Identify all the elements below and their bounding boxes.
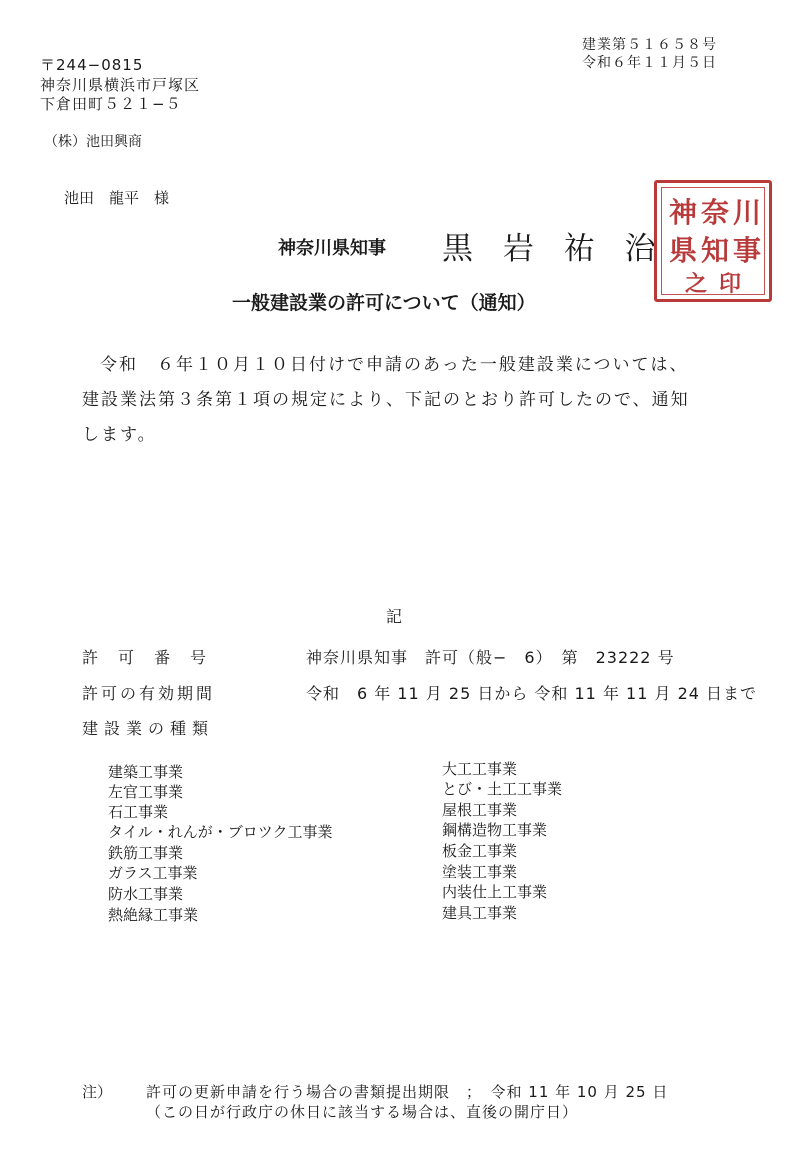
document-number: 建業第５１６５８号 bbox=[582, 37, 717, 53]
trade-item: 屋根工事業 bbox=[442, 801, 518, 819]
address-line-1: 神奈川県横浜市戸塚区 bbox=[40, 76, 201, 94]
address-line-2: 下倉田町５２１−５ bbox=[40, 95, 182, 113]
document-subject: 一般建設業の許可について（通知） bbox=[232, 292, 536, 314]
body-line-1: 令和 ６年１０月１０日付けで申請のあった一般建設業については、 bbox=[100, 355, 689, 375]
issuer-title: 神奈川県知事 bbox=[278, 238, 386, 259]
note-line-1: 許可の更新申請を行う場合の書類提出期限 ； 令和 11 年 10 月 25 日 bbox=[146, 1083, 669, 1101]
note-prefix: 注） bbox=[82, 1083, 113, 1101]
seal-char-4: 県 bbox=[669, 234, 698, 267]
validity-period-label: 許可の有効期間 bbox=[82, 684, 216, 703]
seal-char-3: 川 bbox=[733, 196, 762, 229]
seal-char-8: 印 bbox=[719, 271, 742, 297]
trade-item: 板金工事業 bbox=[442, 842, 518, 860]
trade-item: 鋼構造物工事業 bbox=[442, 821, 548, 839]
recipient-company: （株）池田興商 bbox=[44, 134, 142, 150]
trade-item: 建築工事業 bbox=[108, 763, 184, 781]
official-seal bbox=[654, 180, 772, 302]
seal-char-1: 神 bbox=[669, 196, 698, 229]
trade-item: 建具工事業 bbox=[442, 904, 518, 922]
trade-item: 塗装工事業 bbox=[442, 863, 518, 881]
body-line-2: 建設業法第３条第１項の規定により、下記のとおり許可したので、通知 bbox=[82, 390, 690, 410]
body-line-3: します。 bbox=[82, 425, 157, 445]
trade-item: 石工事業 bbox=[108, 803, 169, 821]
ki-marker: 記 bbox=[386, 607, 403, 626]
note-line-2: （この日が行政庁の休日に該当する場合は、直後の開庁日） bbox=[146, 1103, 579, 1121]
trade-item: 内装仕上工事業 bbox=[442, 883, 548, 901]
seal-char-2: 奈 bbox=[701, 196, 730, 229]
validity-period-value: 令和 6 年 11 月 25 日から 令和 11 年 11 月 24 日まで bbox=[306, 684, 758, 703]
seal-char-5: 知 bbox=[701, 234, 730, 267]
seal-char-6: 事 bbox=[733, 234, 762, 267]
construction-types-label: 建設業の種類 bbox=[82, 719, 215, 738]
trade-item: 熱絶縁工事業 bbox=[108, 906, 199, 924]
trade-item: とび・土工工事業 bbox=[442, 780, 563, 798]
issuer-name: 黒 岩 祐 治 bbox=[442, 231, 666, 267]
seal-char-7: 之 bbox=[685, 271, 708, 297]
permit-number-label: 許 可 番 号 bbox=[82, 648, 209, 667]
recipient-name: 池田 龍平 様 bbox=[64, 189, 170, 207]
trade-item: 左官工事業 bbox=[108, 783, 184, 801]
permit-number-value: 神奈川県知事 許可（般− 6） 第 23222 号 bbox=[306, 648, 675, 667]
document-date: 令和６年１１月５日 bbox=[582, 55, 717, 71]
trade-item: 防水工事業 bbox=[108, 885, 184, 903]
trade-item: ガラス工事業 bbox=[108, 864, 198, 882]
trade-item: タイル・れんが・ブロツク工事業 bbox=[108, 823, 333, 841]
trade-item: 大工工事業 bbox=[442, 760, 518, 778]
postal-code: 〒244−0815 bbox=[40, 56, 144, 74]
trade-item: 鉄筋工事業 bbox=[108, 844, 184, 862]
